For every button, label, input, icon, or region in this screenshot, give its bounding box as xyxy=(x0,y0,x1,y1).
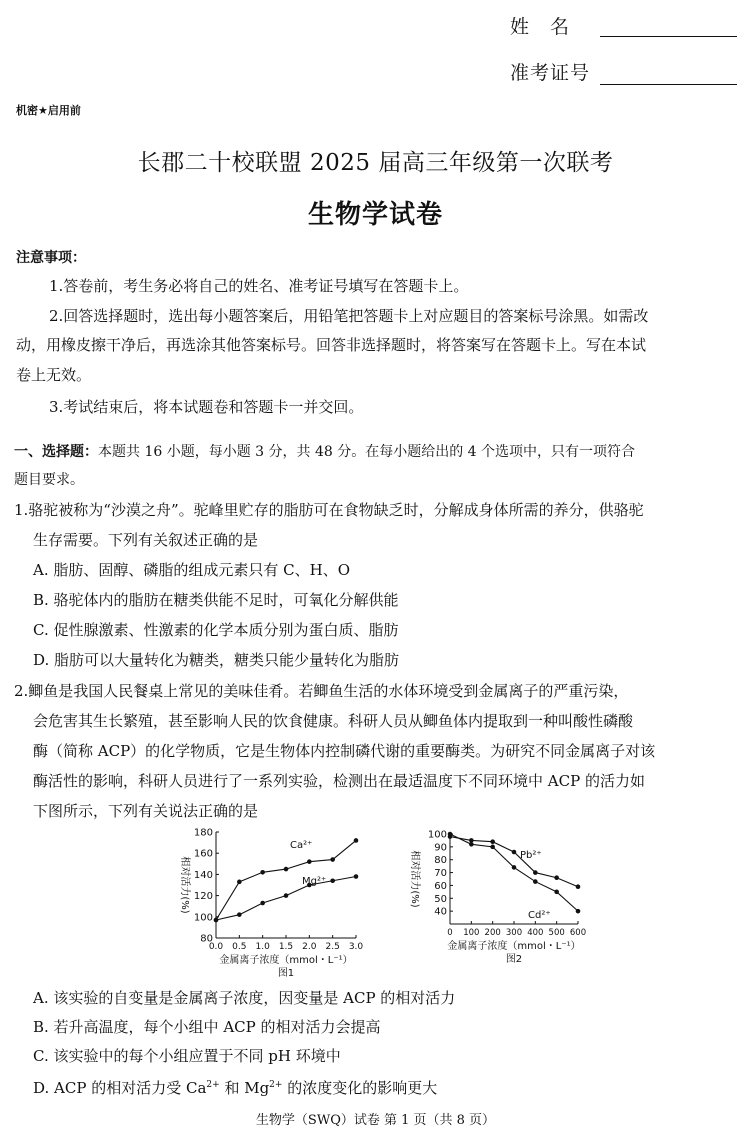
data-point xyxy=(237,912,242,917)
data-point xyxy=(512,865,517,870)
note-2-line1: 2.回答选择题时，选出每小题答案后，用铅笔把答题卡上对应题目的答案标号涂黑。如需改 xyxy=(49,307,649,325)
secret-mark: 机密★启用前 xyxy=(16,104,81,117)
x-tick-label: 300 xyxy=(505,928,523,938)
q2-d-post: 的浓度变化的影响更大 xyxy=(282,1079,438,1097)
y-tick-label: 80 xyxy=(434,855,447,867)
figure-caption: 图1 xyxy=(277,968,295,978)
id-field[interactable] xyxy=(600,66,737,85)
q2-d-sup1: 2+ xyxy=(206,1080,220,1090)
note-2-line2: 动，用橡皮擦干净后，再选涂其他答案标号。回答非选择题时，将答案写在答题卡上。写在本试 xyxy=(16,336,647,354)
data-point xyxy=(576,884,581,889)
y-tick-label: 180 xyxy=(193,827,213,839)
y-axis-label: 相对活力(%) xyxy=(179,856,190,914)
q2-stem-line1: 2.鲫鱼是我国人民餐桌上常见的美味佳肴。若鲫鱼生活的水体环境受到金属离子的严重污染， xyxy=(14,682,629,700)
y-axis-label: 相对活力(%) xyxy=(409,850,420,908)
q1-stem-line2: 生存需要。下列有关叙述正确的是 xyxy=(33,531,259,549)
data-point xyxy=(307,859,312,864)
y-tick-label: 120 xyxy=(193,891,213,903)
data-point xyxy=(284,867,289,872)
y-tick-label: 100 xyxy=(427,829,447,841)
data-point xyxy=(533,879,538,884)
x-tick-label: 0.0 xyxy=(208,942,224,952)
x-tick-label: 0.5 xyxy=(232,942,247,952)
series-line xyxy=(450,834,578,911)
x-tick-label: 100 xyxy=(463,928,480,938)
data-point xyxy=(490,845,495,850)
series-label: Pb²⁺ xyxy=(520,850,542,861)
q2-d-mid: 和 Mg xyxy=(219,1079,270,1097)
note-2-line3: 卷上无效。 xyxy=(16,366,92,384)
y-tick-label: 80 xyxy=(200,933,213,945)
x-tick-label: 2.0 xyxy=(302,942,317,952)
exam-title: 长郡二十校联盟 2025 届高三年级第一次联考 xyxy=(137,150,614,176)
y-tick-label: 140 xyxy=(193,869,213,881)
data-point xyxy=(214,918,219,923)
x-axis-label: 金属离子浓度（mmol・L⁻¹） xyxy=(447,941,581,952)
q2-stem-line2: 会危害其生长繁殖，甚至影响人民的饮食健康。科研人员从鲫鱼体内提取到一种叫酸性磷酸 xyxy=(33,712,634,730)
data-point xyxy=(354,874,359,879)
data-point xyxy=(576,909,581,914)
section-1-desc-l2: 题目要求。 xyxy=(14,472,84,488)
series-line xyxy=(216,877,356,920)
chart-2-svg xyxy=(398,826,598,978)
x-tick-label: 200 xyxy=(484,928,501,938)
name-label xyxy=(510,12,570,39)
section-1-desc-l1: 本题共 16 小题，每小题 3 分，共 48 分。在每小题给出的 4 个选项中，只有一项符合 xyxy=(98,444,636,460)
q2-d-sup2: 2+ xyxy=(269,1080,283,1090)
q2-stem-line4: 酶活性的影响，科研人员进行了一系列实验，检测出在最适温度下不同环境中 ACP 的活力如 xyxy=(33,772,645,790)
id-label xyxy=(510,58,590,85)
x-tick-label: 1.0 xyxy=(255,942,270,952)
note-1: 1.答卷前，考生务必将自己的姓名、准考证号填写在答题卡上。 xyxy=(49,277,469,295)
x-tick-label: 2.5 xyxy=(325,942,340,952)
data-point xyxy=(260,901,265,906)
x-axis-label: 金属离子浓度（mmol・L⁻¹） xyxy=(219,955,353,966)
q2-stem-line3: 酶（简称 ACP）的化学物质，它是生物体内控制磷代谢的重要酶类。为研究不同金属离子对该 xyxy=(33,742,656,760)
section-1-label: 一、选择题： xyxy=(14,444,98,460)
data-point xyxy=(237,880,242,885)
y-tick-label: 40 xyxy=(434,906,447,918)
figure-caption: 图2 xyxy=(505,954,523,965)
y-tick-label: 50 xyxy=(434,893,447,905)
x-tick-label: 0 xyxy=(447,928,453,938)
data-point xyxy=(490,839,495,844)
data-point xyxy=(330,857,335,862)
page-footer: 生物学（SWQ）试卷 第 1 页（共 8 页） xyxy=(255,1113,496,1128)
series-label: Mg²⁺ xyxy=(302,876,327,887)
section-1-desc xyxy=(14,438,635,466)
x-tick-label: 3.0 xyxy=(348,942,364,952)
q2-option-c[interactable]: C. 该实验中的每个小组应置于不同 pH 环境中 xyxy=(33,1047,341,1065)
y-tick-label: 90 xyxy=(434,842,447,854)
q2-d-pre: D. ACP 的相对活力受 Ca xyxy=(33,1079,207,1097)
x-tick-label: 400 xyxy=(527,928,544,938)
id-label-text: 准考证号 xyxy=(510,62,591,84)
q1-option-b[interactable]: B. 骆驼体内的脂肪在糖类供能不足时，可氧化分解供能 xyxy=(33,591,399,609)
data-point xyxy=(260,870,265,875)
notes-heading: 注意事项： xyxy=(16,250,86,266)
x-tick-label: 600 xyxy=(569,928,587,938)
chart-1-svg xyxy=(170,826,365,978)
data-point xyxy=(554,890,559,895)
q2-option-a[interactable]: A. 该实验的自变量是金属离子浓度，因变量是 ACP 的相对活力 xyxy=(33,989,456,1007)
q1-option-c[interactable]: C. 促性腺激素、性激素的化学本质分别为蛋白质、脂肪 xyxy=(33,621,399,639)
q1-option-d[interactable]: D. 脂肪可以大量转化为糖类，糖类只能少量转化为脂肪 xyxy=(33,651,400,669)
x-tick-label: 500 xyxy=(548,928,565,938)
note-3: 3.考试结束后，将本试题卷和答题卡一并交回。 xyxy=(49,398,364,416)
q2-option-b[interactable]: B. 若升高温度，每个小组中 ACP 的相对活力会提高 xyxy=(33,1018,381,1036)
q2-option-d[interactable] xyxy=(33,1071,437,1103)
q2-stem-line5: 下图所示，下列有关说法正确的是 xyxy=(33,802,259,820)
q1-stem-line1: 1.骆驼被称为“沙漠之舟”。驼峰里贮存的脂肪可在食物缺乏时，分解成身体所需的养分，供骆驼 xyxy=(14,501,644,519)
data-point xyxy=(469,842,474,847)
data-point xyxy=(554,875,559,880)
name-label-text: 姓 名 xyxy=(510,16,571,38)
data-point xyxy=(533,870,538,875)
name-field[interactable] xyxy=(600,18,737,37)
series-label: Ca²⁺ xyxy=(290,840,313,851)
data-point xyxy=(330,878,335,883)
y-tick-label: 60 xyxy=(434,880,447,892)
series-label: Cd²⁺ xyxy=(528,910,551,921)
x-tick-label: 1.5 xyxy=(278,942,294,952)
data-point xyxy=(512,850,517,855)
y-tick-label: 100 xyxy=(193,912,213,924)
y-tick-label: 70 xyxy=(434,868,447,880)
figure-2 xyxy=(398,826,598,978)
data-point xyxy=(448,832,453,837)
figure-1 xyxy=(170,826,365,978)
y-tick-label: 160 xyxy=(193,848,213,860)
data-point xyxy=(284,893,289,898)
data-point xyxy=(354,838,359,843)
q1-option-a[interactable]: A. 脂肪、固醇、磷脂的组成元素只有 C、H、O xyxy=(33,561,350,579)
subject-title: 生物学试卷 xyxy=(307,200,443,230)
